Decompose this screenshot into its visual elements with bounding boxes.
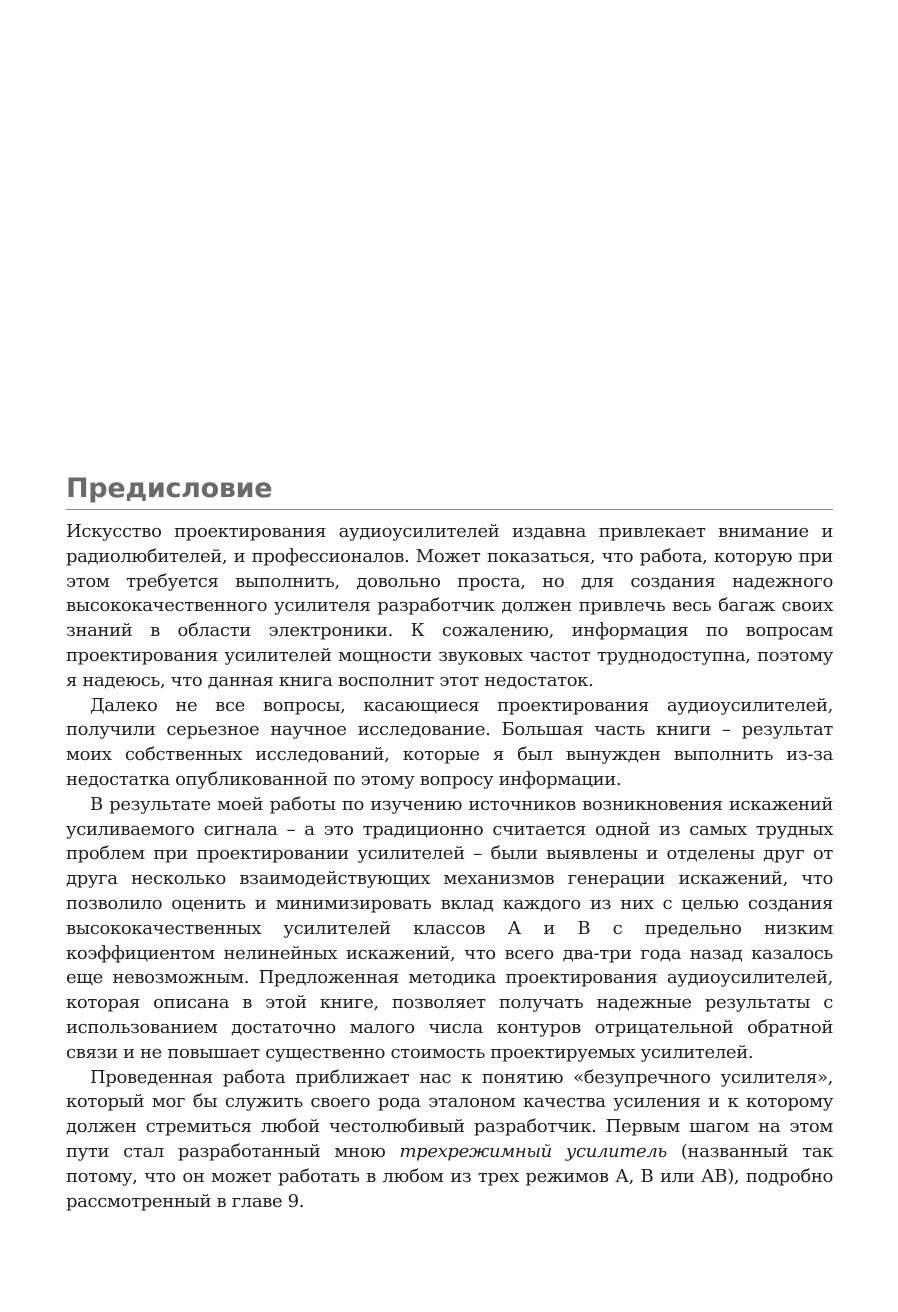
paragraph-1: Искусство проектирования аудиоусилителей издавна привлекает внимание и радиолюбителей, и профессионалов. Может показаться, что работа, которую при этом требуется выполнить, довольно проста, но для создания надежного высококачественного усилителя разработчик должен привлечь весь багаж своих знаний в области электроники. К сожалению, информация по вопросам проектирования усилителей мощности звуковых частот труднодоступна, поэтому я надеюсь, что данная книга восполнит этот недостаток. <box>66 521 833 691</box>
paragraph-3: В результате моей работы по изучению источников возникновения искажений усиливаемого сигнала – а это традиционно считается одной из самых трудных проблем при проектировании усилителей – были выявлены и отделены друг от друга несколько взаимодействующих механизмов генерации искажений, что позволило оценить и минимизировать вклад каждого из них с целью создания высококачественных усилителей классов А и В с предельно низким коэффициентом нелинейных искажений, что всего два-три года назад казалось еще невозможным. Предложенная методика проектирования аудиоусилителей, которая описана в этой книге, позволяет получать надежные результаты с использованием достаточно малого числа контуров отрицательной обратной связи и не повышает существенно стоимость проектируемых усилителей. <box>66 793 833 1063</box>
paragraph-4-text-start: Проведенная работа приближает нас к понятию «безупречного усилителя», который мог бы служить своего рода эталоном качества усиления и к которому должен стремиться любой честолюбивый разработчик. Первым шагом на этом пути стал разработанный мною <box>66 1066 833 1162</box>
preface-section <box>66 472 833 1214</box>
paragraph-4-text-end: (названный так потому, что он может работать в любом из трех режимов А, В или АВ), подробно рассмотренный в главе 9. <box>66 1140 833 1212</box>
paragraph-2: Далеко не все вопросы, касающиеся проектирования аудиоусилителей, получили серьезное научное исследование. Большая часть книги – результат моих собственных исследований, которые я был вынужден выполнить из-за недостатка опубликованной по этому вопросу информации. <box>66 694 833 790</box>
paragraph-4 <box>66 1066 833 1215</box>
page-title: Предисловие <box>66 472 833 510</box>
paragraph-4-italic-term: трехрежимный усилитель <box>399 1140 667 1162</box>
preface-body <box>66 520 833 1214</box>
